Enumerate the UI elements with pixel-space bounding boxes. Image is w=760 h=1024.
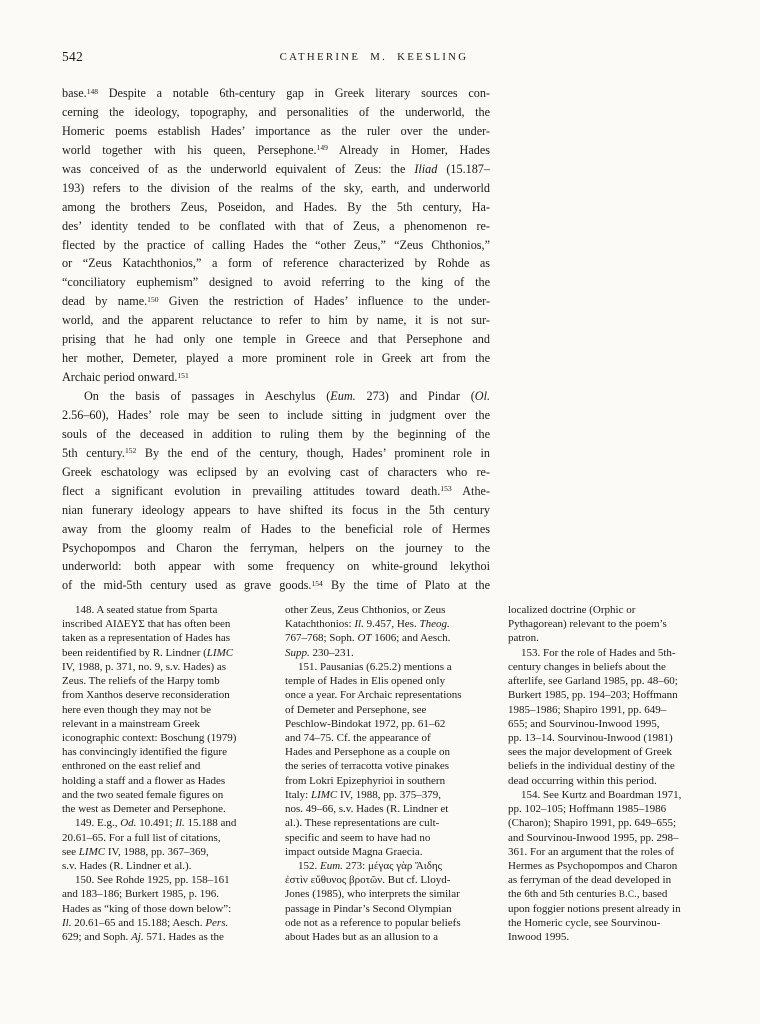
- text-run: IV, 1988, p. 371, no. 9, s.v. Hades) as: [62, 660, 227, 673]
- text-run: al.). These representations are cult-: [285, 817, 440, 830]
- text-run: Athe-: [451, 483, 491, 498]
- footnotes-section: [62, 603, 708, 944]
- text-line: [62, 520, 490, 539]
- text-line: [508, 845, 708, 859]
- text-run: among the brothers Zeus, Poseidon, and Hades. By the 5th century, Ha-: [62, 199, 490, 214]
- text-run: dead by name.: [62, 294, 148, 309]
- text-line: [62, 311, 490, 330]
- text-run: souls of the deceased in addition to ruling them by the beginning of the: [62, 426, 490, 441]
- text-line: [285, 731, 485, 745]
- text-line: [62, 731, 262, 745]
- text-run: 153. For the role of Hades and 5th-: [521, 646, 676, 659]
- text-line: [508, 902, 708, 916]
- text-run: Hermes as Psychopompos and Charon: [508, 859, 678, 872]
- text-line: [62, 717, 262, 731]
- footnote-reference: 148: [86, 86, 99, 96]
- text-run: ἐστὶν εὔθυνος βροτῶν. But cf. Lloyd-: [285, 874, 451, 887]
- text-line: [62, 674, 262, 688]
- text-line: [62, 217, 490, 236]
- text-line: [508, 717, 708, 731]
- text-line: [285, 674, 485, 688]
- text-line: [285, 859, 485, 873]
- text-run: and the two seated female figures on: [62, 788, 224, 801]
- footnote-reference: 154: [311, 578, 323, 588]
- body-paragraph: [62, 84, 490, 387]
- text-line: [62, 745, 262, 759]
- text-run: 150. See Rohde 1925, pp. 158–161: [75, 874, 230, 887]
- text-line: [62, 198, 490, 217]
- text-run: Katachthonios:: [285, 618, 355, 631]
- text-run: ode not as a reference to popular beliefs: [285, 916, 461, 929]
- text-line: [62, 802, 262, 816]
- footnote-reference: 149: [316, 143, 328, 153]
- text-run: Archaic period onward.: [62, 370, 178, 385]
- text-run: inscribed ΑΙΔΕΥΣ that has often been: [62, 618, 231, 631]
- text-line: [62, 160, 490, 179]
- text-line: [62, 845, 262, 859]
- text-line: [62, 141, 490, 160]
- text-run: 1985–1986; Shapiro 1991, pp. 649–: [508, 703, 667, 716]
- italic-text: OT: [357, 632, 372, 645]
- text-run: here even though they may not be: [62, 703, 212, 716]
- text-run: from Xanthos deserve reconsideration: [62, 689, 230, 702]
- text-run: 1606; and Aesch.: [371, 632, 451, 645]
- text-run: the west as Demeter and Persephone.: [62, 803, 226, 816]
- text-run: cerning the ideology, topography, and personalities of the underworld, the: [62, 104, 490, 119]
- text-run: Given the restriction of Hades’ influence to the under-: [158, 294, 490, 309]
- text-line: [508, 703, 708, 717]
- text-line: [508, 802, 708, 816]
- text-run: flected by the practice of calling Hades the “other Zeus,” “Zeus Chthonios,”: [62, 237, 490, 252]
- text-line: [62, 463, 490, 482]
- text-run: prising that he had only one temple in Greece and that Persephone and: [62, 332, 490, 347]
- text-run: 767–768; Soph.: [285, 632, 358, 645]
- text-run: IV, 1988, pp. 375–379,: [337, 788, 441, 801]
- page-header: [62, 49, 686, 65]
- text-run: world together with his queen, Persephone.: [62, 142, 317, 157]
- text-line: [62, 576, 490, 595]
- body-paragraph: [62, 387, 490, 595]
- text-run: iconographic context: Boschung (1979): [62, 731, 237, 744]
- italic-text: Il.: [62, 916, 72, 929]
- text-run: of the mid-5th century used as grave goods.: [62, 578, 312, 593]
- text-line: [62, 501, 490, 520]
- text-run: century changes in beliefs about the: [508, 660, 666, 673]
- text-run: Italy:: [285, 788, 311, 801]
- text-run: 361. For an argument that the roles of: [508, 845, 674, 858]
- text-line: [285, 930, 485, 944]
- text-run: 5th century.: [62, 445, 125, 460]
- text-run: 15.188 and: [184, 817, 237, 830]
- text-line: [62, 660, 262, 674]
- text-run: (15.187–: [437, 161, 490, 176]
- text-line: [62, 603, 262, 617]
- text-line: [62, 788, 262, 802]
- text-line: [62, 617, 262, 631]
- text-run: passage in Pindar’s Second Olympian: [285, 902, 452, 915]
- text-line: [285, 603, 485, 617]
- text-run: 154. See Kurtz and Boardman 1971,: [521, 788, 682, 801]
- italic-text: Il.: [175, 817, 185, 830]
- text-run: the Homeric cycle, see Sourvinou-: [508, 916, 661, 929]
- text-run: localized doctrine (Orphic or: [508, 604, 636, 616]
- text-run: been reidentified by R. Lindner (: [62, 646, 207, 659]
- text-run: nian funerary ideology appears to have shifted its focus in the 5th century: [62, 502, 490, 517]
- text-run: and 183–186; Burkert 1985, p. 196.: [62, 888, 220, 901]
- text-run: impact outside Magna Graecia.: [285, 845, 423, 858]
- text-line: [62, 482, 490, 501]
- text-line: [285, 774, 485, 788]
- text-line: [62, 930, 262, 944]
- text-run: enthroned on the east relief and: [62, 760, 201, 773]
- text-line: [62, 703, 262, 717]
- text-run: , based: [636, 888, 668, 901]
- text-line: [62, 84, 490, 103]
- text-line: [62, 330, 490, 349]
- text-line: [285, 816, 485, 830]
- text-line: [285, 660, 485, 674]
- text-run: her mother, Demeter, played a more prominent role in Greek art from the: [62, 351, 490, 366]
- text-line: [62, 916, 262, 930]
- text-line: [285, 646, 485, 660]
- body-text: [62, 84, 490, 595]
- text-line: [285, 845, 485, 859]
- text-run: base.: [62, 86, 87, 100]
- text-run: Jones (1985), who interprets the similar: [285, 888, 460, 901]
- page-number: 542: [62, 49, 84, 64]
- text-run: Hades and Persephone as a couple on: [285, 746, 450, 759]
- italic-text: Iliad: [414, 161, 438, 176]
- text-run: nos. 49–66, s.v. Hades (R. Lindner et: [285, 803, 449, 816]
- text-line: [62, 759, 262, 773]
- text-line: [508, 930, 708, 944]
- text-line: [508, 831, 708, 845]
- text-line: [285, 631, 485, 645]
- text-line: [62, 349, 490, 368]
- text-run: 230–231.: [309, 646, 354, 659]
- text-line: [62, 292, 490, 311]
- text-run: or “Zeus Katachthonios,” a form of reference characterized by Rohde as: [62, 256, 490, 271]
- text-line: [285, 902, 485, 916]
- text-line: [508, 617, 708, 631]
- text-line: [62, 254, 490, 273]
- text-line: [508, 916, 708, 930]
- text-run: taken as a representation of Hades has: [62, 632, 230, 645]
- text-run: Pythagorean) relevant to the poem’s: [508, 618, 667, 631]
- footnote-reference: 152: [124, 446, 137, 456]
- text-line: [62, 873, 262, 887]
- text-run: 151. Pausanias (6.25.2) mentions a: [298, 660, 452, 673]
- italic-text: Eum.: [330, 389, 356, 403]
- text-run: was conceived of as the underworld equivalent of Zeus: the: [62, 161, 415, 176]
- text-line: [62, 831, 262, 845]
- text-run: dead occurring within this period.: [508, 774, 657, 787]
- text-run: (Charon); Shapiro 1991, pp. 649–655;: [508, 817, 677, 830]
- text-run: away from the gloomy realm of Hades to the beneficial role of Hermes: [62, 521, 490, 536]
- text-line: [62, 444, 490, 463]
- text-line: [62, 122, 490, 141]
- text-line: [62, 273, 490, 292]
- text-line: [62, 816, 262, 830]
- italic-text: Pers.: [205, 916, 229, 929]
- text-run: Psychopompos and Charon the ferryman, helpers on the journey to the: [62, 540, 490, 555]
- text-line: [508, 688, 708, 702]
- text-run: beliefs in the individual destiny of the: [508, 760, 675, 773]
- text-line: [285, 688, 485, 702]
- text-run: sees the major development of Greek: [508, 746, 673, 759]
- text-run: and 74–75. Cf. the appearance of: [285, 731, 431, 744]
- text-line: [285, 745, 485, 759]
- running-head: CATHERINE M. KEESLING: [279, 51, 469, 63]
- text-run: 10.491;: [136, 817, 176, 830]
- text-run: 273: μέγας γὰρ Ἄιδης: [342, 859, 443, 872]
- text-line: [508, 660, 708, 674]
- italic-text: Theog.: [419, 618, 450, 631]
- text-line: [62, 557, 490, 576]
- text-line: [285, 703, 485, 717]
- text-line: [508, 873, 708, 887]
- text-line: [62, 646, 262, 660]
- text-line: [285, 831, 485, 845]
- text-line: [508, 859, 708, 873]
- text-run: underworld: both appear with some frequency on white-ground lekythoi: [62, 559, 490, 574]
- text-line: [508, 603, 708, 617]
- italic-text: LIMC: [78, 845, 106, 858]
- italic-text: Supp.: [285, 646, 310, 659]
- text-run: other Zeus, Zeus Chthonios, or Zeus: [285, 604, 446, 616]
- text-line: [62, 103, 490, 122]
- text-line: [508, 774, 708, 788]
- text-run: 152.: [298, 859, 320, 872]
- footnote-reference: 151: [177, 370, 189, 380]
- text-run: about Hades but as an allusion to a: [285, 931, 439, 944]
- text-line: [62, 179, 490, 198]
- text-run: specific and seem to have had no: [285, 831, 431, 844]
- text-line: [285, 916, 485, 930]
- text-run: Zeus. The reliefs of the Harpy tomb: [62, 675, 220, 688]
- text-line: [508, 887, 708, 901]
- text-line: [285, 873, 485, 887]
- text-run: 193) refers to the division of the realms of the sky, earth, and underworld: [62, 180, 490, 195]
- text-run: relevant in a mainstream Greek: [62, 717, 201, 730]
- text-run: s.v. Hades (R. Lindner et al.).: [62, 859, 192, 872]
- text-run: 20.61–65 and 15.188; Aesch.: [71, 916, 206, 929]
- footnote-column-2: [285, 603, 485, 944]
- text-run: from Lokri Epizephyrioi in southern: [285, 774, 446, 787]
- text-run: Hades as “king of those down below”:: [62, 902, 232, 915]
- text-run: has convincingly identified the figure: [62, 746, 227, 759]
- text-line: [285, 617, 485, 631]
- text-run: patron.: [508, 632, 539, 645]
- text-line: [62, 688, 262, 702]
- text-line: [62, 539, 490, 558]
- text-line: [508, 631, 708, 645]
- text-run: 9.457, Hes.: [363, 618, 420, 631]
- text-run: see: [62, 845, 79, 858]
- text-line: [62, 631, 262, 645]
- text-line: [508, 788, 708, 802]
- footnote-column-1: [62, 603, 262, 944]
- text-run: 2.56–60), Hades’ role may be seen to include sitting in judgment over the: [62, 407, 490, 422]
- italic-text: Aj.: [131, 931, 144, 944]
- text-line: [508, 731, 708, 745]
- text-run: once a year. For Archaic representations: [285, 689, 462, 702]
- italic-text: LIMC: [310, 788, 338, 801]
- text-run: 629; and Soph.: [62, 931, 132, 944]
- text-run: Already in Homer, Hades: [327, 142, 490, 157]
- text-line: [285, 887, 485, 901]
- text-line: [62, 368, 490, 387]
- text-run: 273) and Pindar (: [355, 389, 475, 403]
- text-line: [285, 759, 485, 773]
- text-line: [62, 425, 490, 444]
- text-line: [508, 745, 708, 759]
- text-run: On the basis of passages in Aeschylus (: [84, 389, 331, 403]
- text-line: [285, 802, 485, 816]
- text-line: [62, 236, 490, 255]
- text-run: Burkert 1985, pp. 194–203; Hoffmann: [508, 689, 678, 702]
- text-run: as ferryman of the dead developed in: [508, 874, 672, 887]
- text-line: [508, 816, 708, 830]
- italic-text: Il.: [354, 618, 364, 631]
- text-line: [508, 759, 708, 773]
- text-run: Despite a notable 6th-century gap in Greek literary sources con-: [98, 86, 490, 100]
- italic-text: Eum.: [320, 859, 343, 872]
- text-line: [62, 387, 490, 406]
- italic-text: Ol.: [474, 389, 490, 403]
- text-line: [508, 674, 708, 688]
- italic-text: LIMC: [206, 646, 234, 659]
- text-run: By the end of the century, though, Hades’ prominent role in: [136, 445, 490, 460]
- italic-text: Od.: [120, 817, 137, 830]
- text-run: holding a staff and a flower as Hades: [62, 774, 226, 787]
- text-run: By the time of Plato at the: [322, 578, 490, 593]
- text-run: des’ identity tended to be conflated with that of Zeus, a phenomenon re-: [62, 218, 490, 233]
- text-run: and Sourvinou-Inwood 1995, pp. 298–: [508, 831, 679, 844]
- text-run: Inwood 1995.: [508, 931, 570, 944]
- text-line: [62, 902, 262, 916]
- text-run: temple of Hades in Elis opened only: [285, 675, 446, 688]
- text-run: 655; and Sourvinou-Inwood 1995,: [508, 717, 660, 730]
- text-line: [285, 717, 485, 731]
- text-line: [62, 887, 262, 901]
- text-run: afterlife, see Garland 1985, pp. 48–60;: [508, 675, 678, 688]
- text-run: 571. Hades as the: [143, 931, 224, 944]
- text-run: Greek eschatology was eclipsed by an evolving cast of characters who re-: [62, 464, 490, 479]
- text-run: 149. E.g.,: [75, 817, 121, 830]
- text-line: [62, 859, 262, 873]
- text-run: of Demeter and Persephone, see: [285, 703, 427, 716]
- footnote-reference: 153: [440, 484, 452, 494]
- text-run: upon foggier notions present already in: [508, 902, 681, 915]
- text-run: the series of terracotta votive pinakes: [285, 760, 450, 773]
- text-run: world, and the apparent reluctance to refer to him by name, it is not sur-: [62, 313, 490, 328]
- text-line: [508, 646, 708, 660]
- text-run: Peschlow-Bindokat 1972, pp. 61–62: [285, 717, 446, 730]
- text-line: [62, 774, 262, 788]
- smallcaps-text: B.C.: [618, 889, 637, 900]
- text-line: [62, 406, 490, 425]
- text-run: the 6th and 5th centuries: [508, 888, 619, 901]
- text-run: flect a significant evolution in prevailing attitudes toward death.: [62, 483, 441, 498]
- text-run: IV, 1988, pp. 367–369,: [105, 845, 209, 858]
- text-run: “conciliatory euphemism” designed to avoid referring to the king of the: [62, 275, 490, 290]
- text-run: 20.61–65. For a full list of citations,: [62, 831, 221, 844]
- footnote-column-3: [508, 603, 708, 944]
- text-line: [285, 788, 485, 802]
- text-run: pp. 102–105; Hoffmann 1985–1986: [508, 803, 667, 816]
- text-run: 148. A seated statue from Sparta: [75, 604, 218, 616]
- footnote-reference: 150: [147, 294, 159, 304]
- text-run: pp. 13–14. Sourvinou-Inwood (1981): [508, 731, 673, 744]
- text-run: Homeric poems establish Hades’ importance as the ruler over the under-: [62, 123, 490, 138]
